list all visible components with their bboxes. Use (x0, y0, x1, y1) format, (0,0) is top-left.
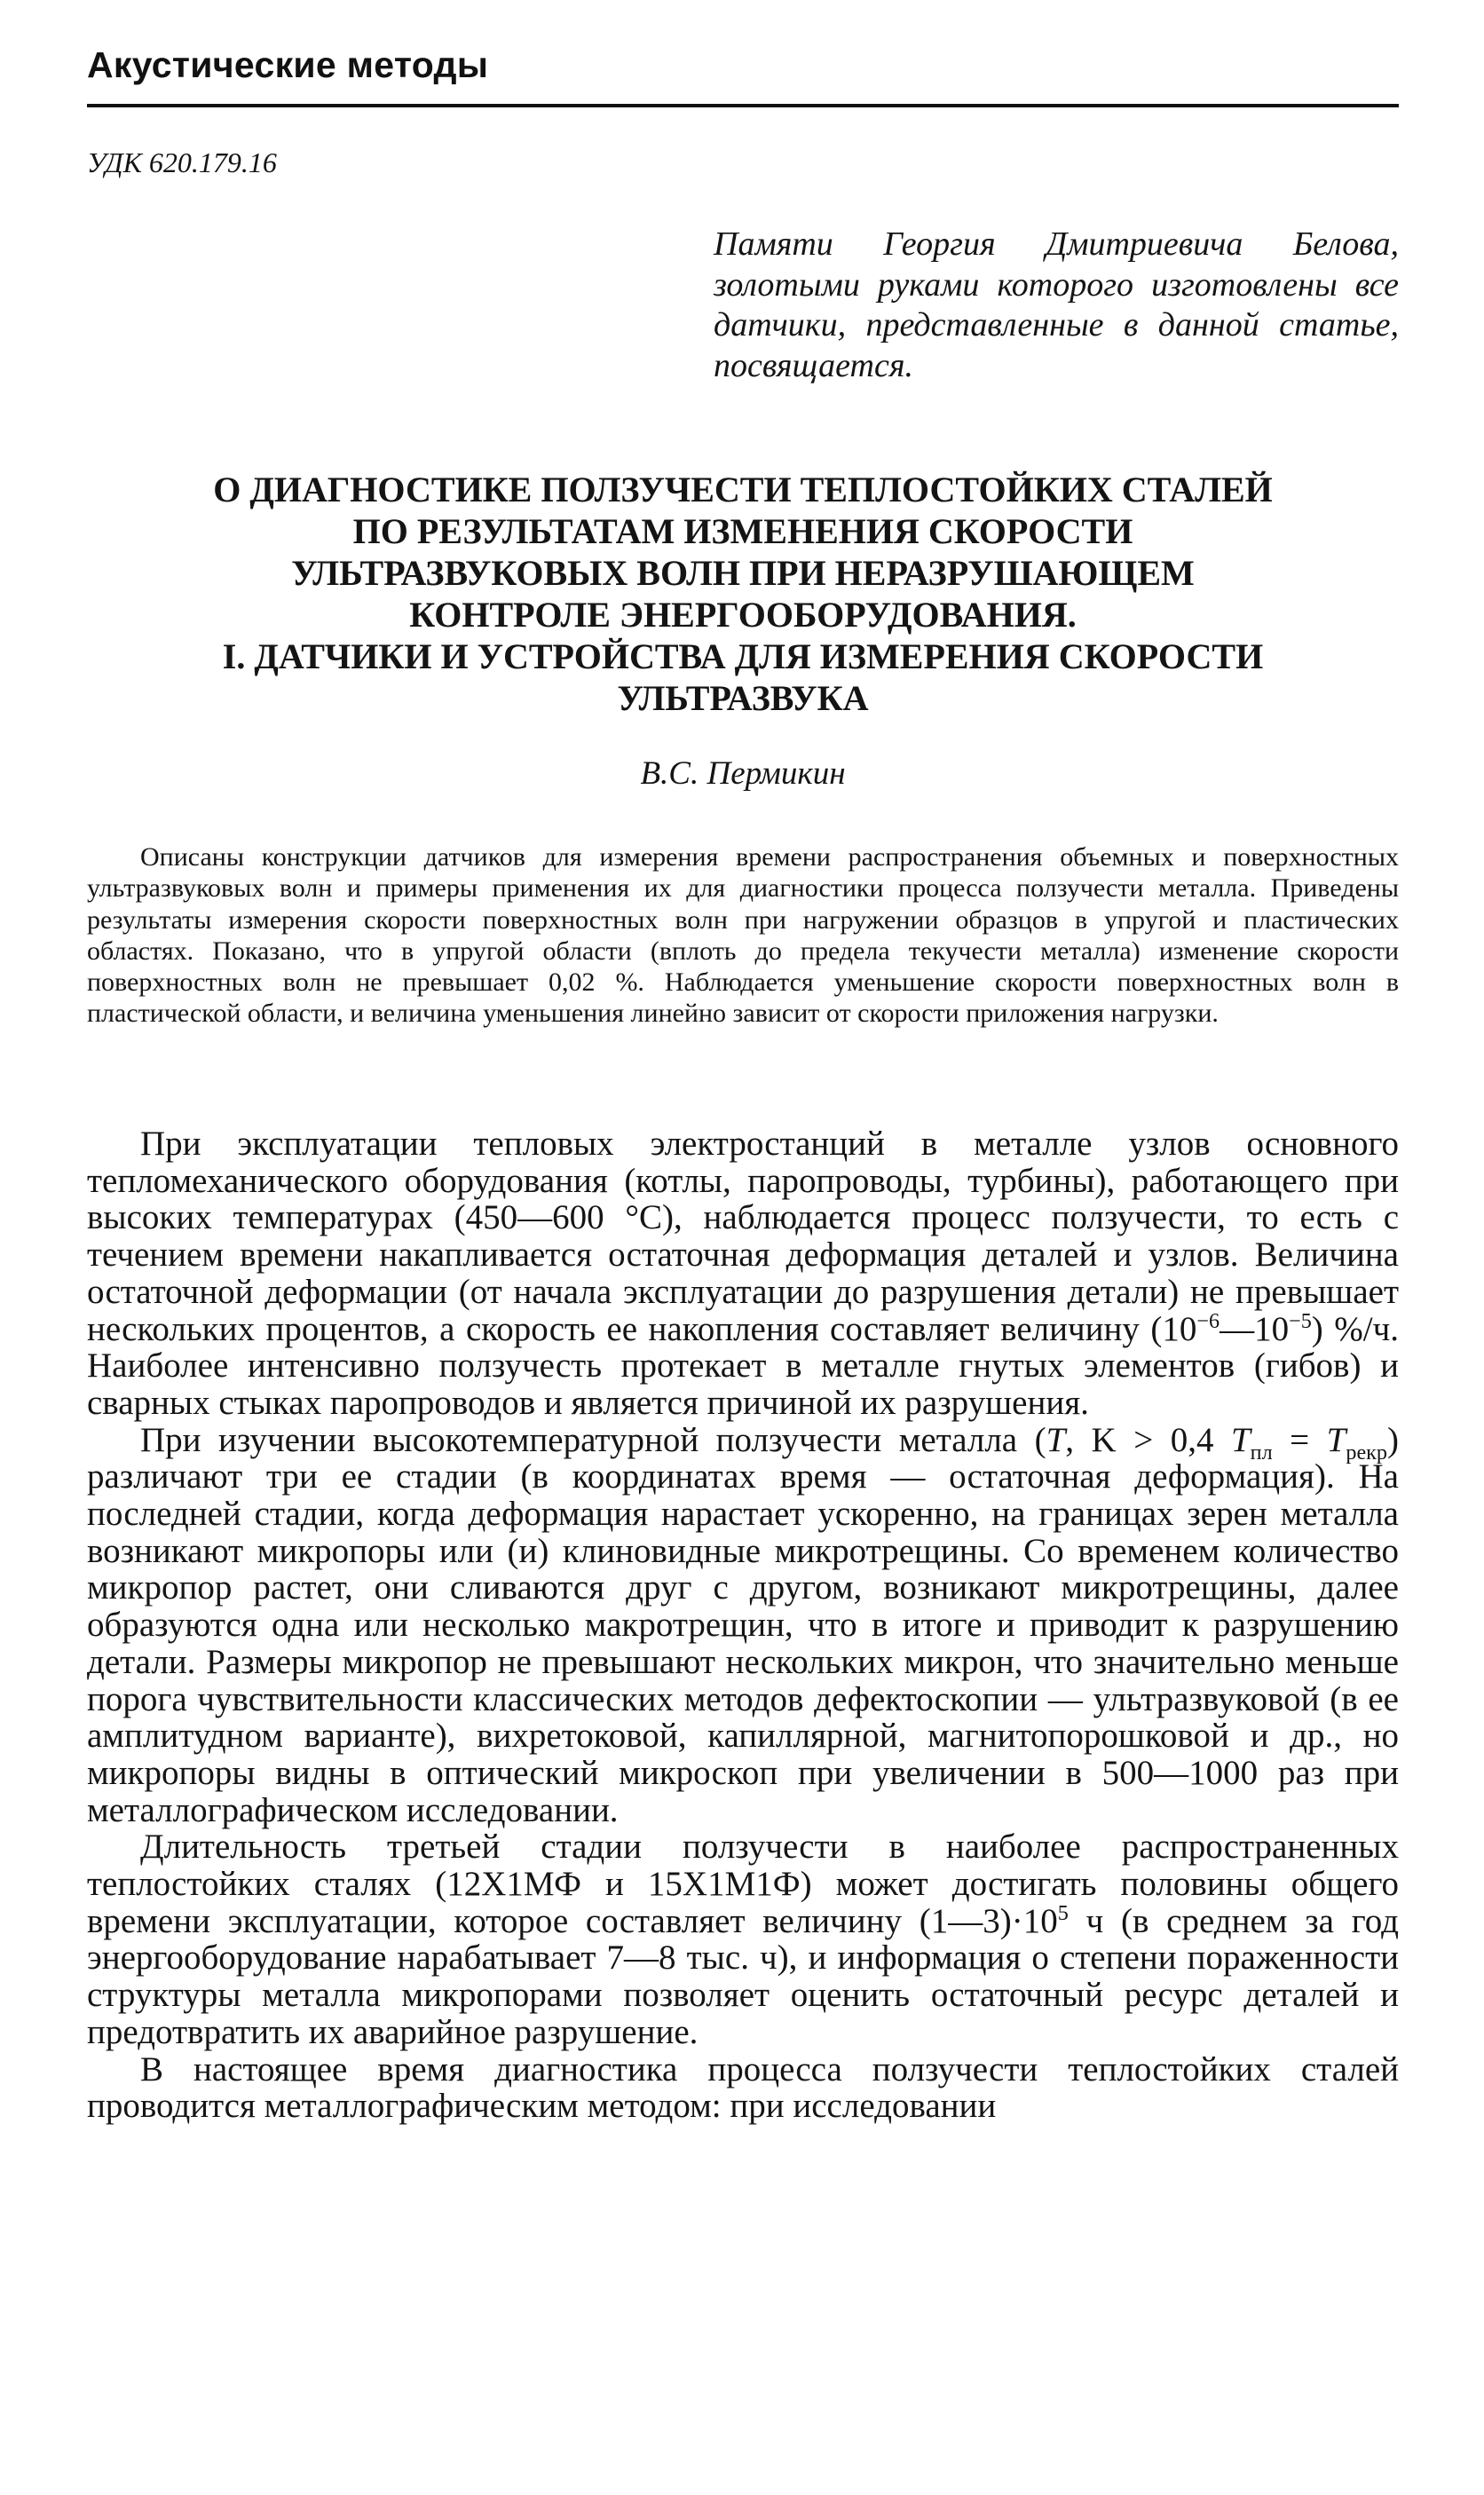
title-line: ПО РЕЗУЛЬТАТАМ ИЗМЕНЕНИЯ СКОРОСТИ (352, 511, 1133, 551)
paragraph: При эксплуатации тепловых электростанций в металле узлов основного тепломеханического оборудования (котлы, паропроводы, турбины), работающего при высоких температурах (450—600 °С), наблюдается процесс ползучести, то есть с течением времени накапливается остаточная деформация деталей и узлов. Величина остаточной деформации (от начала эксплуатации до разрушения детали) не превышает нескольких процентов, а скорость ее накопления составляет величину $(10^{-6}—10^{-5})$ %/ч. Наиболее интенсивно ползучесть протекает в металле гнутых элементов (гибов) и сварных стыках паропроводов и является причиной их разрушения. (87, 1125, 1399, 1422)
paragraph: Длительность третьей стадии ползучести в наиболее распространенных теплостойких сталях (12Х1МФ и 15Х1М1Ф) может достигать половины общего времени эксплуатации, которое составляет величину $(1—3)\cdot 10^5$ ч (в среднем за год энергооборудование нарабатывает 7—8 тыс. ч), и информация о степени пораженности структуры металла микропорами позволяет оценить остаточный ресурс деталей и предотвратить их аварийное разрушение. (87, 1828, 1399, 2051)
dedication: Памяти Георгия Дмитриевича Белова, золотыми руками которого изготовлены все датчики, представленные в данной статье, посвящается. (714, 225, 1399, 384)
title-line: УЛЬТРАЗВУКОВЫХ ВОЛН ПРИ НЕРАЗРУШАЮЩЕМ (291, 553, 1195, 593)
header-rule (87, 104, 1399, 107)
paragraph: В настоящее время диагностика процесса ползучести теплостойких сталей проводится металлографическим методом: при исследовании (87, 2049, 1399, 2126)
title-line: УЛЬТРАЗВУКА (617, 678, 869, 718)
udk-code: УДК 620.179.16 (87, 146, 277, 178)
abstract: Описаны конструкции датчиков для измерения времени распространения объемных и поверхностных ультразвуковых волн и примеры применения их для диагностики процесса ползучести металла. Приведены результаты измерения скорости поверхностных волн при нагружении образцов в упругой и пластических областях. Показано, что в упругой области (вплоть до предела текучести металла) изменение скорости поверхностных волн не превышает 0,02 %. Наблюдается уменьшение скорости поверхностных волн в пластической области, и величина уменьшения линейно зависит от скорости приложения нагрузки. (87, 842, 1399, 1029)
title-line: О ДИАГНОСТИКЕ ПОЛЗУЧЕСТИ ТЕПЛОСТОЙКИХ СТАЛЕЙ (213, 470, 1273, 509)
running-head-section: Акустические методы (87, 44, 489, 85)
body-text (87, 1125, 1399, 2125)
title-line: КОНТРОЛЕ ЭНЕРГООБОРУДОВАНИЯ. (409, 595, 1077, 635)
article-title (87, 469, 1399, 719)
paragraph: При изучении высокотемпературной ползучести металла (T, K > 0,4 $T_{пл} = T_{рекр}$) различают три ее стадии (в координатах время — остаточная деформация). На последней стадии, когда деформация нарастает ускоренно, на границах зерен металла возникают микропоры или (и) клиновидные микротрещины. Со временем количество микропор растет, они сливаются друг с другом, возникают микротрещины, далее образуются одна или несколько макротрещин, что в итоге и приводит к разрушению детали. Размеры микропор не превышают нескольких микрон, что значительно меньше порога чувствительности классических методов дефектоскопии — ультразвуковой (в ее амплитудном варианте), вихретоковой, капиллярной, магнитопорошковой и др., но микропоры видны в оптический микроскоп при увеличении в 500—1000 раз при металлографическом исследовании. (87, 1420, 1400, 1829)
title-line: I. ДАТЧИКИ И УСТРОЙСТВА ДЛЯ ИЗМЕРЕНИЯ СКОРОСТИ (222, 636, 1264, 676)
author: В.С. Пермикин (640, 755, 846, 792)
